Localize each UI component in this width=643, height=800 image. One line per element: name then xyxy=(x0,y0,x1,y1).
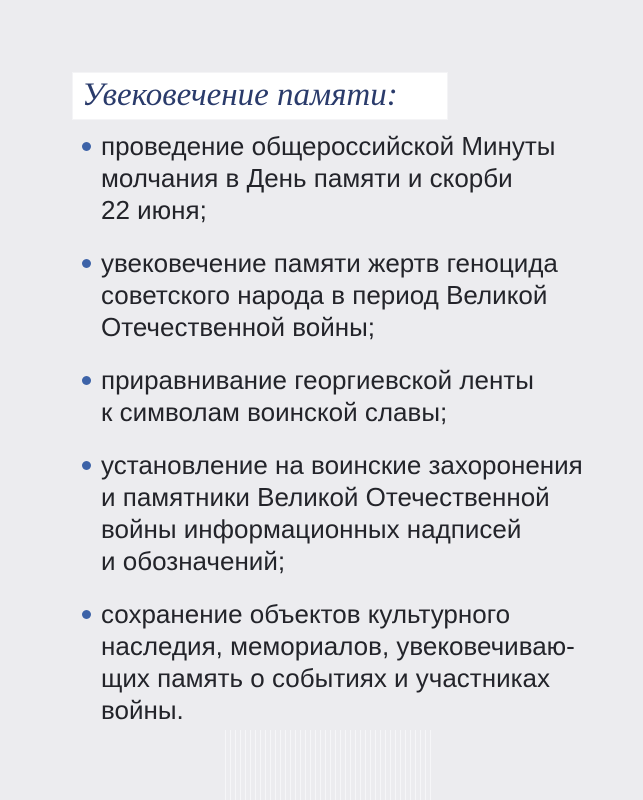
bullet-icon xyxy=(82,376,91,385)
list-item xyxy=(80,449,620,577)
item-text-line: к символам воинской славы; xyxy=(101,397,448,427)
item-text-line: 22 июня; xyxy=(101,195,207,225)
list-item xyxy=(80,364,620,428)
bullet-icon xyxy=(82,610,91,619)
item-text-line: приравнивание георгиевской ленты xyxy=(101,365,534,395)
item-text-line: сохранение объектов культурного xyxy=(101,599,511,629)
page-title: Увековечение памяти: xyxy=(82,77,398,113)
list-item xyxy=(80,247,620,343)
bullet-icon xyxy=(82,259,91,268)
item-text-line: советского народа в период Великой xyxy=(101,280,548,310)
list-item xyxy=(80,130,620,226)
item-text-line: и памятники Великой Отечественной xyxy=(101,482,550,512)
item-text-line: и обозначений; xyxy=(101,546,286,576)
item-text-line: увековечение памяти жертв геноцида xyxy=(101,248,558,278)
item-text-line: щих память о событиях и участниках xyxy=(101,663,551,693)
bullet-icon xyxy=(82,461,91,470)
list-item xyxy=(80,598,620,726)
item-text-line: войны. xyxy=(101,695,184,725)
item-text-line: установление на воинские захоронения xyxy=(101,450,583,480)
item-text-line: проведение общероссийской Минуты xyxy=(101,131,556,161)
item-text-line: молчания в День памяти и скорби xyxy=(101,163,513,193)
bullet-list xyxy=(80,130,620,747)
bullet-icon xyxy=(82,142,91,151)
item-text-line: наследия, мемориалов, увековечиваю- xyxy=(101,631,575,661)
item-text-line: войны информационных надписей xyxy=(101,514,522,544)
item-text-line: Отечественной войны; xyxy=(101,312,376,342)
